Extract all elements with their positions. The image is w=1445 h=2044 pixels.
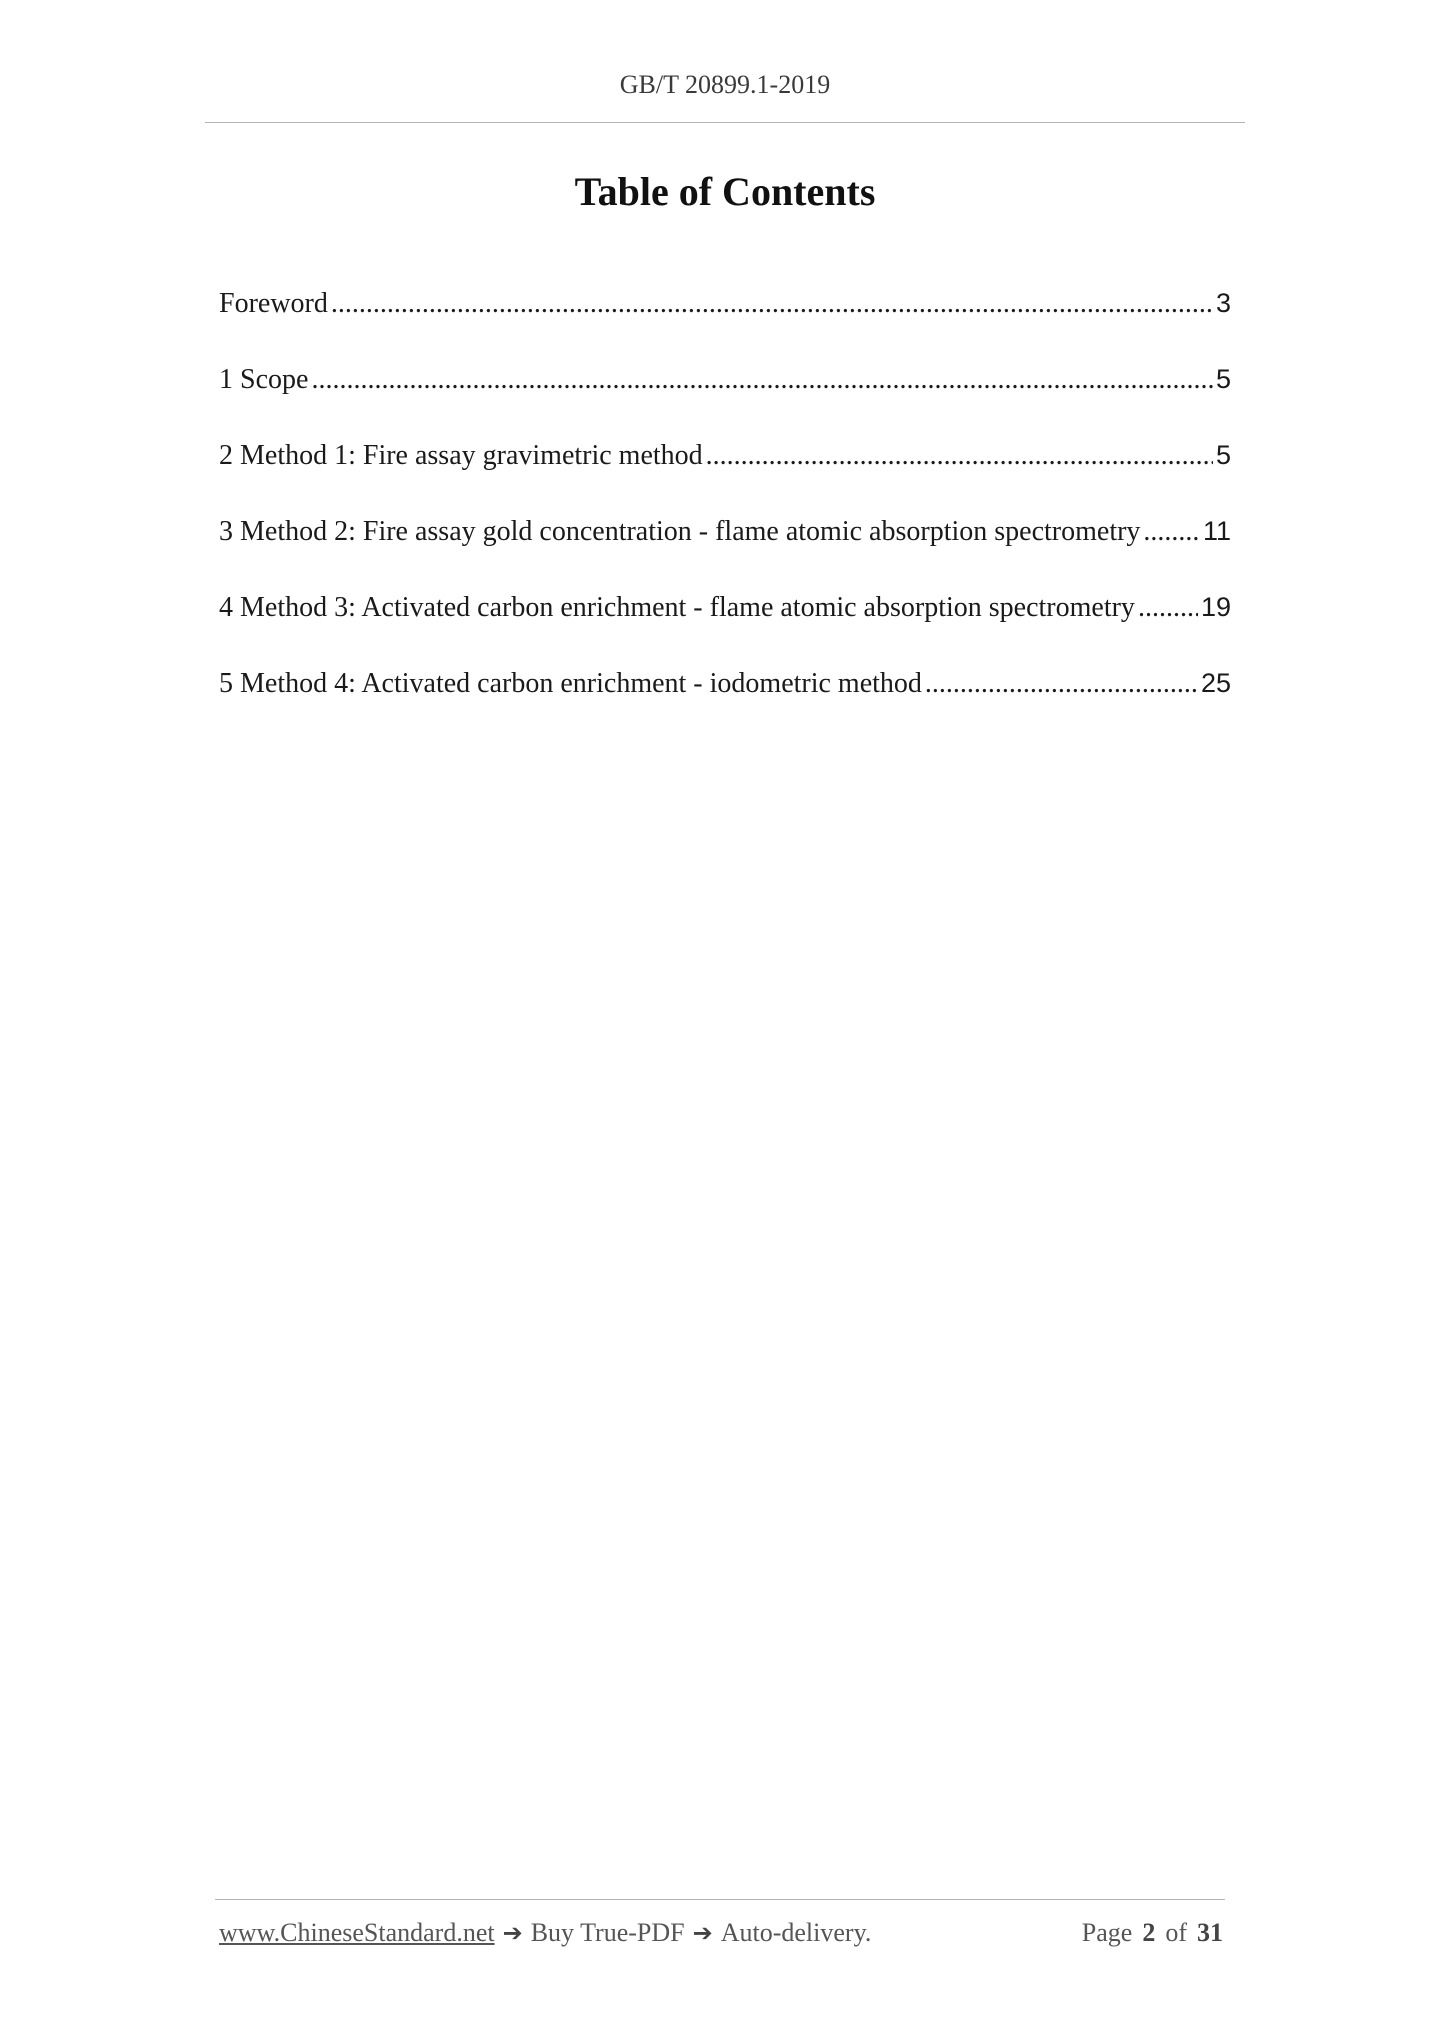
running-header: GB/T 20899.1-2019 — [619, 70, 831, 99]
toc-entry-method-2[interactable] — [219, 516, 1231, 592]
toc-leader-dots — [1138, 592, 1198, 624]
page-footer — [219, 1918, 1223, 1948]
toc-entry-foreword[interactable] — [219, 288, 1231, 364]
website-link[interactable]: www.ChineseStandard.net — [219, 1918, 495, 1947]
right-arrow-icon: ➔ — [502, 1919, 523, 1947]
of-label: of — [1165, 1918, 1187, 1947]
toc-title: Table of Contents — [574, 169, 876, 214]
toc-leader-dots — [706, 440, 1213, 472]
toc-entry-page: 3 — [1215, 288, 1231, 318]
toc-leader-dots — [311, 364, 1213, 396]
header-divider — [205, 122, 1245, 123]
toc-entry-label: Foreword — [219, 288, 328, 319]
toc-entry-method-1[interactable] — [219, 440, 1231, 516]
toc-list — [219, 288, 1231, 744]
page-counter — [1082, 1918, 1223, 1948]
buy-text: Buy True-PDF — [530, 1918, 685, 1947]
delivery-text: Auto-delivery. — [720, 1918, 872, 1947]
toc-entry-page: 11 — [1202, 516, 1231, 546]
footer-promo — [219, 1918, 871, 1948]
toc-entry-label: 5 Method 4: Activated carbon enrichment - iodometric method — [219, 668, 922, 699]
toc-entry-label: 3 Method 2: Fire assay gold concentration - flame atomic absorption spectrometry — [219, 516, 1141, 547]
footer-divider — [215, 1899, 1225, 1900]
toc-entry-page: 5 — [1215, 440, 1231, 470]
right-arrow-icon: ➔ — [692, 1919, 713, 1947]
toc-entry-label: 1 Scope — [219, 364, 309, 395]
toc-entry-method-4[interactable] — [219, 668, 1231, 744]
total-pages-number: 31 — [1197, 1918, 1223, 1947]
toc-leader-dots — [925, 668, 1198, 700]
toc-entry-page: 19 — [1200, 592, 1231, 622]
current-page-number: 2 — [1142, 1918, 1156, 1947]
toc-entry-label: 4 Method 3: Activated carbon enrichment - flame atomic absorption spectrometry — [219, 592, 1135, 623]
page-label: Page — [1081, 1918, 1133, 1947]
toc-entry-method-3[interactable] — [219, 592, 1231, 668]
toc-entry-scope[interactable] — [219, 364, 1231, 440]
toc-entry-page: 5 — [1215, 364, 1231, 394]
toc-leader-dots — [1143, 516, 1200, 548]
toc-leader-dots — [331, 288, 1213, 320]
toc-entry-label: 2 Method 1: Fire assay gravimetric method — [219, 440, 703, 471]
toc-entry-page: 25 — [1200, 668, 1231, 698]
